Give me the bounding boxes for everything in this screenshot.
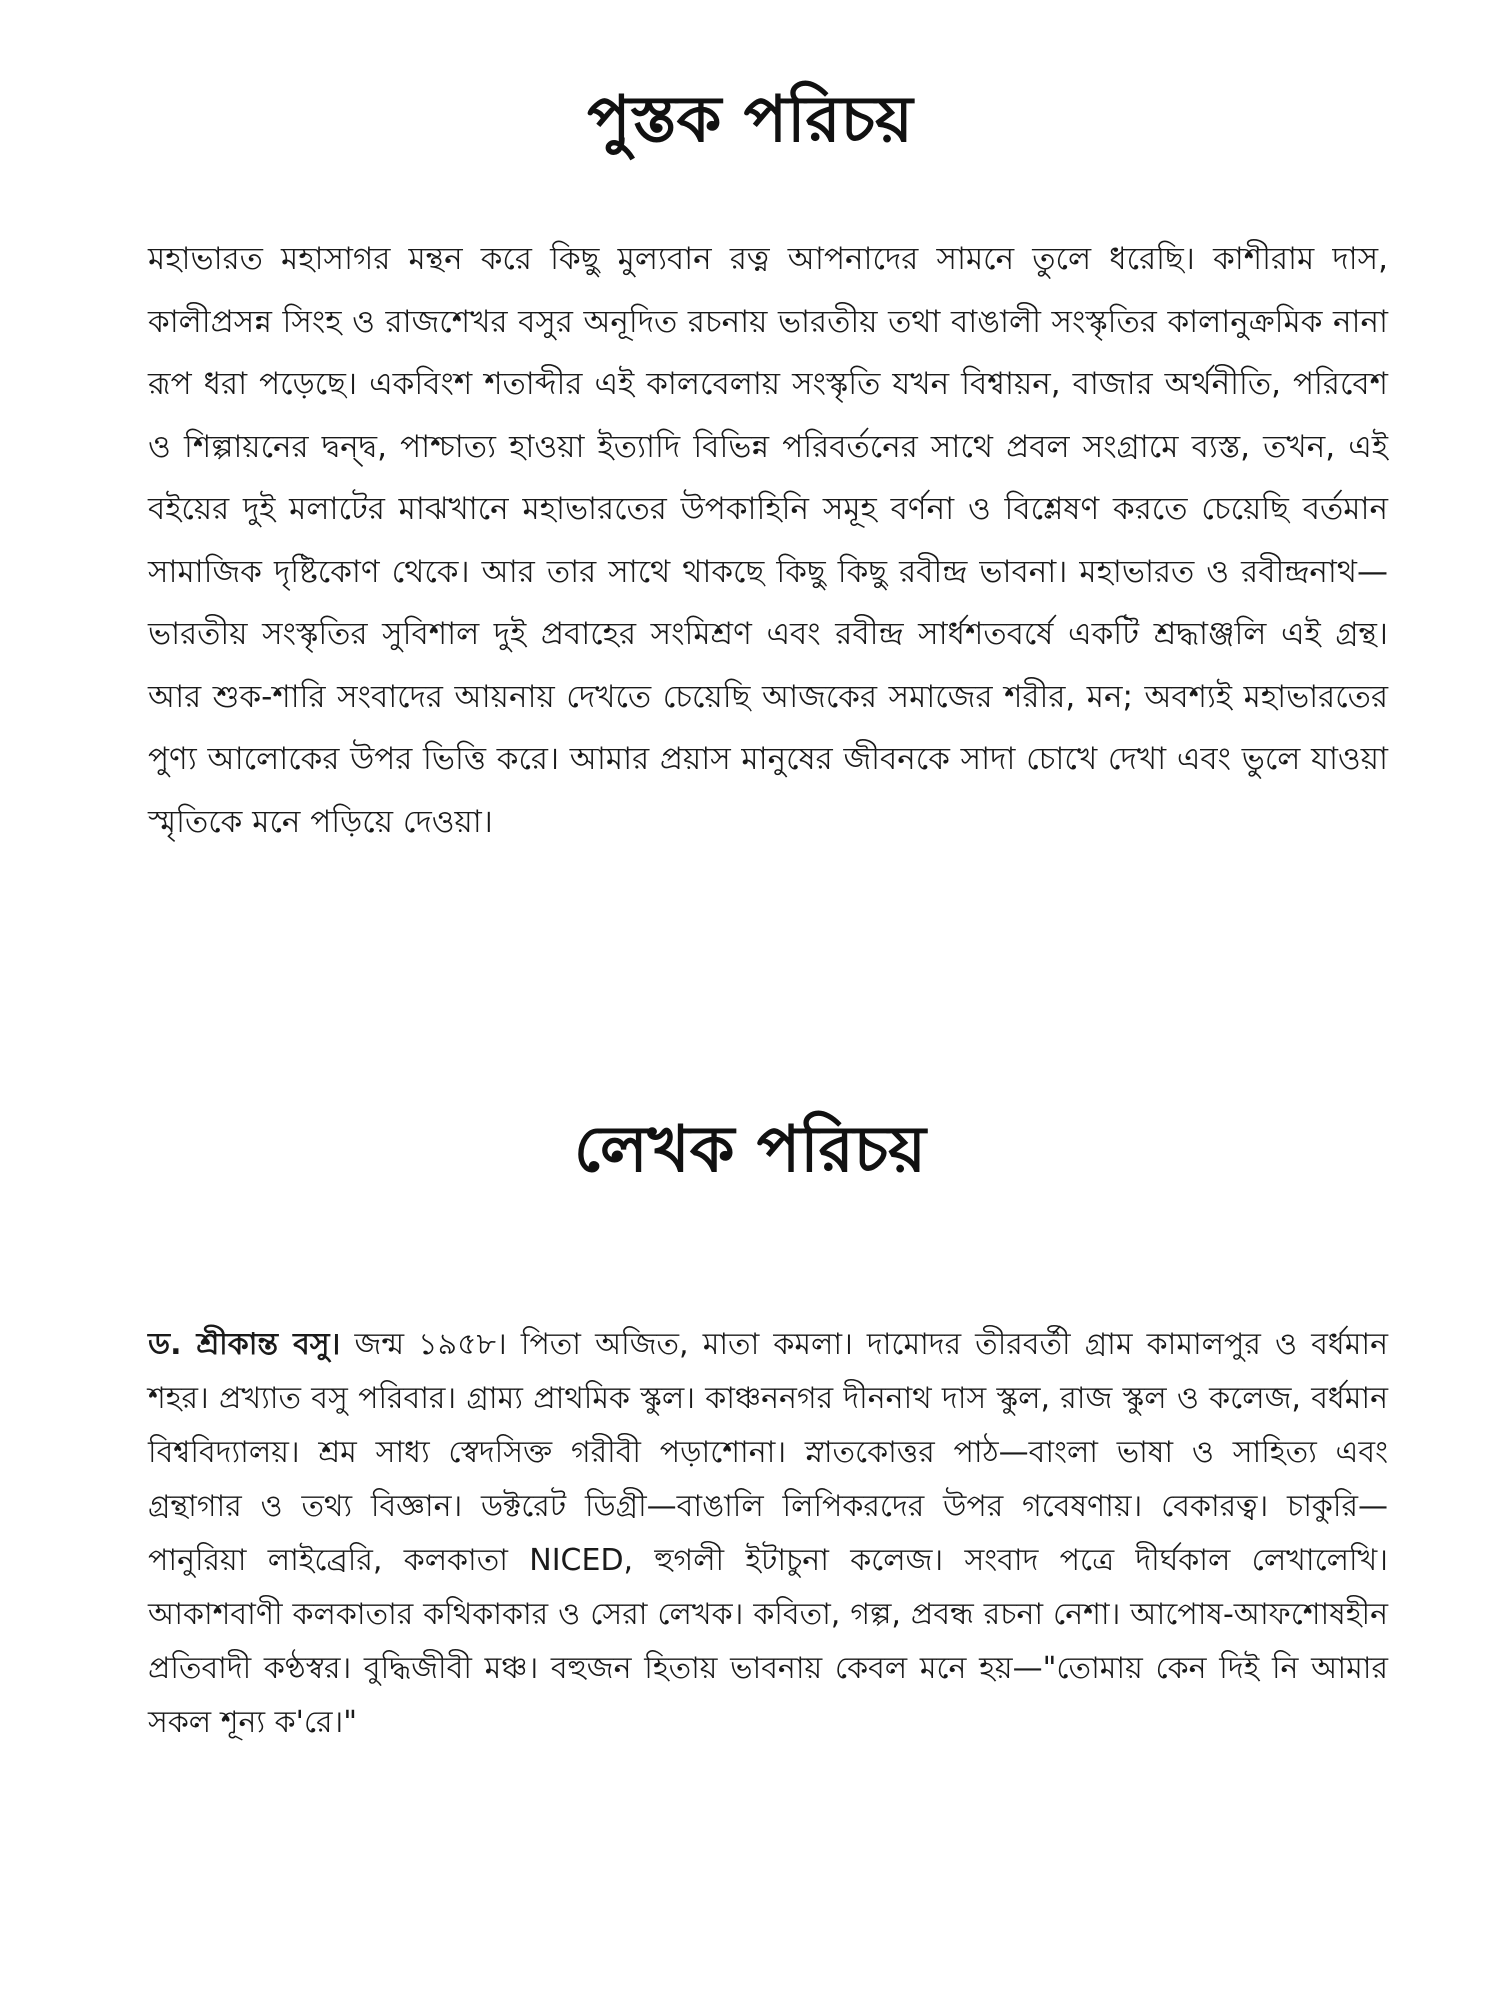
author-intro-heading: লেখক পরিচয় [574, 1113, 926, 1187]
book-intro-paragraph: মহাভারত মহাসাগর মন্থন করে কিছু মুল্যবান রত্ন আপনাদের সামনে তুলে ধরেছি। কাশীরাম দাস, কালীপ্রসন্ন সিংহ ও রাজশেখর বসুর অনূদিত রচনায় ভারতীয় তথা বাঙালী সংস্কৃতির কালানুক্রমিক নানা রূপ ধরা পড়েছে। একবিংশ শতাব্দীর এই কালবেলায় সংস্কৃতি যখন বিশ্বায়ন, বাজার অর্থনীতি, পরিবেশ ও শিল্পায়নের দ্বন্দ্ব, পাশ্চাত্য হাওয়া ইত্যাদি বিভিন্ন পরিবর্তনের সাথে প্রবল সংগ্রামে ব্যস্ত, তখন, এই বইয়ের দুই মলাটের মাঝখানে মহাভারতের উপকাহিনি সমূহ বর্ণনা ও বিশ্লেষণ করতে চেয়েছি বর্তমান সামাজিক দৃষ্টিকোণ থেকে। আর তার সাথে থাকছে কিছু কিছু রবীন্দ্র ভাবনা। মহাভারত ও রবীন্দ্রনাথ—ভারতীয় সংস্কৃতির সুবিশাল দুই প্রবাহের সংমিশ্রণ এবং রবীন্দ্র সার্ধশতবর্ষে একটি শ্রদ্ধাঞ্জলি এই গ্রন্থ। আর শুক-শারি সংবাদের আয়নায় দেখতে চেয়েছি আজকের সমাজের শরীর, মন; অবশ্যই মহাভারতের পুণ্য আলোকের উপর ভিত্তি করে। আমার প্রয়াস মানুষের জীবনকে সাদা চোখে দেখা এবং ভুলে যাওয়া স্মৃতিকে মনে পড়িয়ে দেওয়া। [148, 241, 1388, 840]
author-intro-paragraph [148, 1318, 1388, 1750]
author-intro-text: জন্ম ১৯৫৮। পিতা অজিত, মাতা কমলা। দামোদর তীরবর্তী গ্রাম কামালপুর ও বর্ধমান শহর। প্রখ্যাত বসু পরিবার। গ্রাম্য প্রাথমিক স্কুল। কাঞ্চননগর দীননাথ দাস স্কুল, রাজ স্কুল ও কলেজ, বর্ধমান বিশ্ববিদ্যালয়। শ্রম সাধ্য স্বেদসিক্ত গরীবী পড়াশোনা। স্নাতকোত্তর পাঠ—বাংলা ভাষা ও সাহিত্য এবং গ্রন্থাগার ও তথ্য বিজ্ঞান। ডক্টরেট ডিগ্রী—বাঙালি লিপিকরদের উপর গবেষণায়। বেকারত্ব। চাকুরি—পানুরিয়া লাইব্রেরি, কলকাতা NICED, হুগলী ইটাচুনা কলেজ। সংবাদ পত্রে দীর্ঘকাল লেখালেখি। আকাশবাণী কলকাতার কথিকাকার ও সেরা লেখক। কবিতা, গল্প, প্রবন্ধ রচনা নেশা। আপোষ-আফশোষহীন প্রতিবাদী কণ্ঠস্বর। বুদ্ধিজীবী মঞ্চ। বহুজন হিতায় ভাবনায় কেবল মনে হয়—"তোমায় কেন দিই নি আমার সকল শূন্য ক'রে।" [148, 1327, 1388, 1740]
author-name: ড. শ্রীকান্ত বসু। [148, 1327, 341, 1362]
book-intro-heading: পুস্তক পরিচয় [587, 83, 913, 157]
